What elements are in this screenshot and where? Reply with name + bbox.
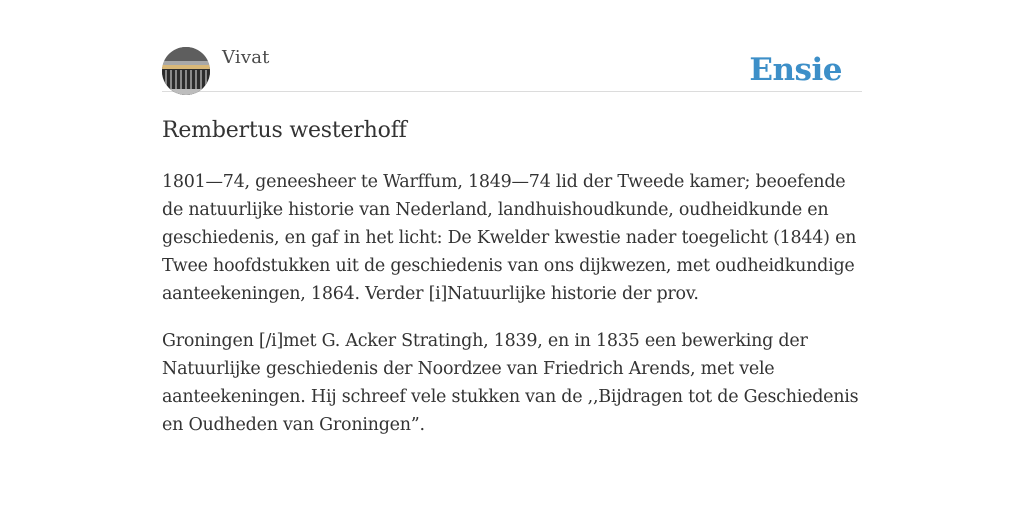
page-container bbox=[162, 0, 862, 512]
header bbox=[162, 46, 862, 92]
brand-logo[interactable]: Ensie bbox=[749, 52, 842, 88]
article-title: Rembertus westerhoff bbox=[162, 118, 407, 143]
article-paragraph: Groningen [/i]met G. Acker Stratingh, 1839, en in 1835 een bewerking der Natuurlijke geschiedenis der Noordzee van Friedrich Arends, met vele aanteekeningen. Hij schreef vele stukken van de ,,Bijdragen tot de Geschiedenis en Oudheden van Groningen”. bbox=[162, 331, 859, 435]
publisher-name[interactable]: Vivat bbox=[222, 47, 270, 68]
article-body bbox=[162, 168, 862, 458]
publisher-avatar-icon[interactable] bbox=[162, 47, 210, 95]
article-paragraph: 1801—74, geneesheer te Warffum, 1849—74 lid der Tweede kamer; beoefende de natuurlijke historie van Nederland, landhuishoudkunde, oudheidkunde en geschiedenis, en gaf in het licht: De Kwelder kwestie nader toegelicht (1844) en Twee hoofdstukken uit de geschiedenis van ons dijkwezen, met oudheidkundige aanteekeningen, 1864. Verder [i]Natuurlijke historie der prov. bbox=[162, 172, 857, 304]
avatar-image bbox=[162, 47, 210, 95]
